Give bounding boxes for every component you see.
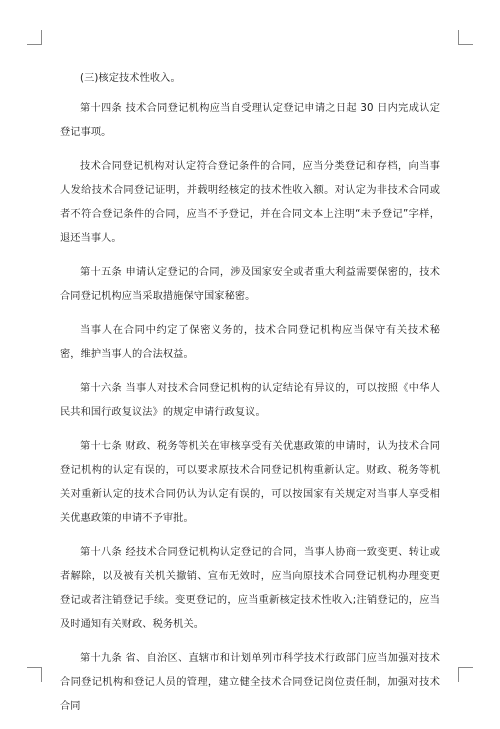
crop-mark-bottom-left (27, 667, 42, 682)
crop-mark-top-right (458, 30, 473, 45)
crop-mark-bottom-right (458, 667, 473, 682)
article-19: 第十九条 省、自治区、直辖市和计划单列市科学技术行政部门应当加强对技术合同登记机构和登记人员的管理，建立健全技术合同登记岗位责任制，加强对技术合同 (60, 653, 440, 712)
article-14: 第十四条 技术合同登记机构应当自受理认定登记申请之日起 30 日内完成认定登记事项。 (60, 103, 440, 138)
article-17: 第十七条 财政、税务等机关在审核享受有关优惠政策的申请时，认为技术合同登记机构的认定有误的，可以要求原技术合同登记机构重新认定。财政、税务等机关对重新认定的技术合同仍认为认定有误的，可以按国家有关规定对当事人享受相关优惠政策的申请不予审批。 (60, 441, 440, 524)
section-heading: (三)核定技术性收入。 (80, 73, 181, 84)
article-16: 第十六条 当事人对技术合同登记机构的认定结论有异议的，可以按照《中华人民共和国行政复议法》的规定申请行政复议。 (60, 383, 440, 418)
document-body (60, 67, 440, 729)
article-15: 第十五条 申请认定登记的合同，涉及国家安全或者重大利益需要保密的，技术合同登记机构应当采取措施保守国家秘密。 (60, 267, 440, 302)
crop-mark-top-left (27, 30, 42, 45)
article-14-paragraph-2: 技术合同登记机构对认定符合登记条件的合同，应当分类登记和存档，向当事人发给技术合同登记证明，并载明经核定的技术性收入额。对认定为非技术合同或者不符合登记条件的合同，应当不予登记，并在合同文本上注明“未予登记”字样，退还当事人。 (60, 161, 440, 244)
article-18: 第十八条 经技术合同登记机构认定登记的合同，当事人协商一致变更、转让或者解除，以及被有关机关撤销、宣布无效时，应当向原技术合同登记机构办理变更登记或者注销登记手续。变更登记的，应当重新核定技术性收入;注销登记的，应当及时通知有关财政、税务机关。 (60, 547, 440, 630)
article-15-paragraph-2: 当事人在合同中约定了保密义务的，技术合同登记机构应当保守有关技术秘密，维护当事人的合法权益。 (60, 325, 440, 360)
